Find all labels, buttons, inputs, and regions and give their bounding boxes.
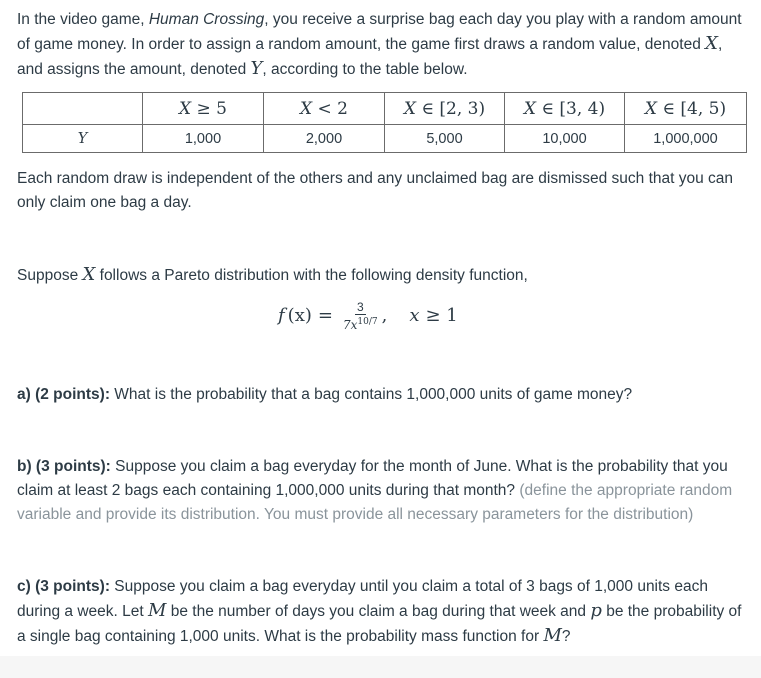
question-a-text: What is the probability that a bag contains 1,000,000 units of game money? bbox=[110, 386, 633, 403]
independence-paragraph: Each random draw is independent of the others and any unclaimed bag are dismissed such that you can only claim one bag a day. bbox=[17, 170, 734, 211]
question-c-text-2: be the number of days you claim a bag during that week and bbox=[166, 603, 591, 620]
question-c-text-3: be the probability of a single bag containing 1,000 units. What is the probability mass function for bbox=[17, 603, 742, 645]
pareto-text-1: Suppose bbox=[17, 267, 83, 284]
var-m: M bbox=[543, 625, 562, 646]
table-corner-cell bbox=[23, 93, 143, 125]
question-b-label: b) (3 points): bbox=[17, 458, 111, 475]
formula-comma: , bbox=[381, 305, 388, 326]
intro-text-3: , and assigns the amount, denoted bbox=[17, 36, 723, 78]
table-cell: 10,000 bbox=[505, 125, 625, 153]
question-c-label: c) (3 points): bbox=[17, 578, 110, 595]
table-cell: 1,000,000 bbox=[625, 125, 747, 153]
density-formula bbox=[278, 296, 458, 336]
table-cell: 5,000 bbox=[385, 125, 505, 153]
question-a bbox=[17, 383, 745, 407]
question-b-note: (define the appropriate random variable and provide its distribution. You must provide all necessary parameters for the distribution) bbox=[17, 482, 733, 523]
footer-band bbox=[0, 656, 761, 678]
var-p: p bbox=[590, 600, 602, 621]
formula-arg: (x) bbox=[287, 305, 312, 326]
intro-text-1: In the video game, bbox=[17, 11, 149, 28]
game-title: Human Crossing bbox=[148, 11, 265, 28]
table-header-cell: X ∈ [3, 4) bbox=[505, 93, 625, 125]
table-row-label: Y bbox=[23, 125, 143, 153]
var-x: X bbox=[705, 33, 718, 54]
pareto-text-2: follows a Pareto distribution with the following density function, bbox=[95, 267, 528, 284]
mapping-table bbox=[22, 92, 747, 153]
var-x: X bbox=[82, 264, 96, 285]
table-header-cell: X < 2 bbox=[264, 93, 385, 125]
intro-text-2: , you receive a surprise bag each day you play with a random amount of game money. In order to assign a random amount, the game first draws a random value, denoted bbox=[17, 11, 742, 53]
intro-paragraph bbox=[17, 8, 745, 82]
table-cell: 1,000 bbox=[143, 125, 264, 153]
question-a-label: a) (2 points): bbox=[17, 386, 110, 403]
table-header-row bbox=[23, 93, 747, 125]
question-c bbox=[17, 575, 745, 649]
formula-equals: = bbox=[317, 305, 333, 326]
table-cell: 2,000 bbox=[264, 125, 385, 153]
question-c-text-4: ? bbox=[561, 628, 571, 645]
table-header-cell: X ∈ [2, 3) bbox=[385, 93, 505, 125]
var-m: M bbox=[147, 600, 167, 621]
var-y: Y bbox=[250, 58, 263, 79]
pareto-paragraph bbox=[17, 263, 745, 288]
fraction-numerator: 3 bbox=[356, 299, 364, 314]
formula-f: f bbox=[278, 305, 285, 326]
table-header-cell: X ∈ [4, 5) bbox=[625, 93, 747, 125]
formula-cond-var: x bbox=[409, 305, 420, 326]
question-b bbox=[17, 455, 745, 527]
table-header-cell: X ≥ 5 bbox=[143, 93, 264, 125]
formula-cond: ≥ 1 bbox=[425, 305, 458, 326]
table-value-row bbox=[23, 125, 747, 153]
formula-fraction bbox=[343, 300, 378, 333]
question-c-text-1: Suppose you claim a bag everyday until you claim a total of 3 bags of 1,000 units each during a week. Let bbox=[17, 578, 708, 620]
intro-text-4: , according to the table below. bbox=[262, 61, 468, 78]
fraction-denominator: $7x^{10/7}$ bbox=[342, 316, 378, 332]
question-b-text: Suppose you claim a bag everyday for the month of June. What is the probability that you claim at least 2 bags each containing 1,000,000 units during that month? bbox=[17, 458, 728, 499]
